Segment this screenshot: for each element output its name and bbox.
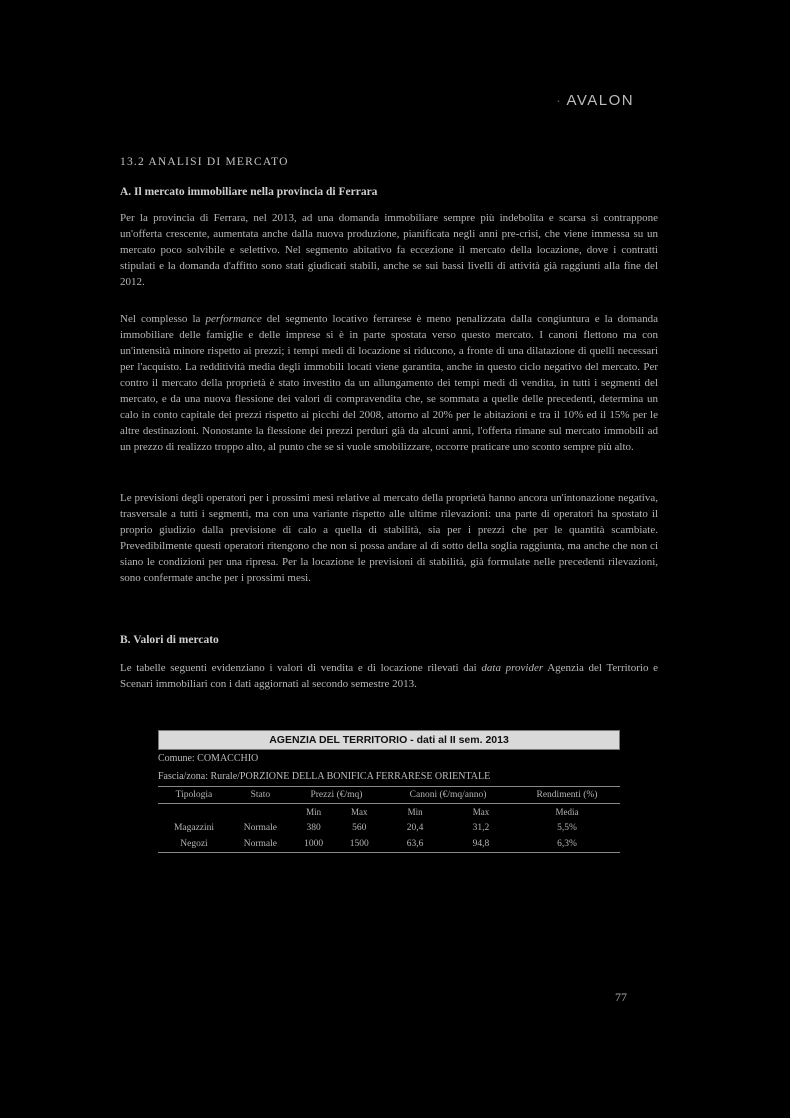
cell-canoni-max: 31,2 [472,823,490,833]
subheader-canoni-min: Min [407,807,423,817]
cell-stato: Normale [230,836,291,853]
header-logo [556,92,634,109]
table-fascia: Fascia/zona: Rurale/PORZIONE DELLA BONIFICA FERRARESE ORIENTALE [158,771,491,782]
b-emphasis: data provider [481,662,544,674]
table-header-row [158,787,620,804]
b-text-end: Agenzia del Territorio e Scenari immobiliari con i dati aggiornati al secondo semestre 2013. [120,662,659,690]
b-text-start: Le tabelle seguenti evidenziano i valori di vendita e di locazione rilevati dai [120,662,482,674]
table-title: AGENZIA DEL TERRITORIO - dati al II sem. 2013 [158,730,620,750]
cell-tipologia: Negozi [158,836,230,853]
cell-rendimento: 5,5% [557,823,577,833]
header-rendimenti: Rendimenti (%) [514,787,620,804]
cell-prezzi-max: 560 [352,823,367,833]
header-prezzi: Prezzi (€/mq) [291,787,382,804]
subheader-prezzi-max: Max [351,807,368,817]
subheader-canoni-max: Max [472,807,490,817]
subheader-empty-2 [230,804,291,821]
cell-prezzi-min: 1000 [291,836,337,853]
table-comune: Comune: COMACCHIO [158,753,259,764]
cell-tipologia: Magazzini [173,823,215,833]
page-number: 77 [615,990,627,1004]
table-row [158,820,620,836]
p2-text-start: Nel complesso la [120,313,206,325]
part-a-paragraph-1: Per la provincia di Ferrara, nel 2013, ad una domanda immobiliare sempre più indebolita e scarsa si contrappone un'offerta crescente, aumentata anche dalla nuova produzione, pianificata negli anni pre-crisi, che viene immessa su un mercato poco solvibile e selettivo. Nel segmento abitativo fa eccezione il mercato della locazione, dove i contratti stipulati e la domanda d'affitto sono stati giudicati stabili, anche se sui bassi livelli di attività già raggiunti alla fine del 2012. [120,212,658,288]
p2-emphasis: performance [205,313,262,325]
table-subheader-row [158,804,620,821]
subheader-media: Media [555,807,579,817]
part-b-heading: B. Valori di mercato [120,634,219,646]
market-values-table [158,730,620,853]
p2-text-end: del segmento locativo ferrarese è meno penalizzata dalla congiuntura e la domanda immobiliare delle famiglie e delle imprese si è in parte spostata verso questo mercato. I canoni flettono ma con un'intensità minore rispetto ai prezzi; i tempi medi di locazione si riducono, a fronte di una dilatazione di quelli necessari per l'acquisto. La redditività media degli immobili locati viene garantita, anche in questo ciclo negativo del mercato. Per contro il mercato della proprietà è stato investito da un allungamento dei tempi medi di vendita, in tutti i segmenti del mercato, e da una nuova flessione dei valori di compravendita che, se sommata a quelle delle precedenti, determina un calo in conto capitale dei prezzi rispetto ai picchi del 2008, attorno al 20% per le abitazioni e tra il 10% ed il 15% per le altre destinazioni. Nonostante la flessione dei prezzi perduri già da alcuni anni, l'offerta rimane sul mercato immobili ad un prezzo di realizzo troppo alto, al punto che se si vuole smobilizzare, occorre praticare uno sconto sempre più alto. [120,313,658,453]
subheader-prezzi-min: Min [306,807,322,817]
part-a-heading: A. Il mercato immobiliare nella provincia di Ferrara [120,186,378,198]
cell-canoni-max: 94,8 [448,836,514,853]
cell-canoni-min: 63,6 [382,836,448,853]
header-stato: Stato [230,787,291,804]
section-title: 13.2 ANALISI DI MERCATO [120,156,289,168]
header-tipologia: Tipologia [158,787,230,804]
values-table [158,786,620,853]
part-b-paragraph-1 [120,660,658,692]
cell-rendimento: 6,3% [514,836,620,853]
cell-stato: Normale [243,823,277,833]
logo-text: AVALON [566,92,635,109]
cell-prezzi-max: 1500 [336,836,382,853]
header-canoni: Canoni (€/mq/anno) [382,787,514,804]
subheader-empty-1 [158,804,230,821]
part-a-paragraph-2 [120,311,658,455]
logo-mark-icon: · [556,92,563,109]
cell-prezzi-min: 380 [306,823,321,833]
cell-canoni-min: 20,4 [406,823,424,833]
part-a-paragraph-3: Le previsioni degli operatori per i prossimi mesi relative al mercato della proprietà hanno ancora un'intonazione negativa, trasversale a tutti i segmenti, ma con una variante rispetto alle ultime rilevazioni: una parte di operatori ha spostato il proprio giudizio dalla previsione di calo a quella di stabilità, sia per i prezzi che per le quantità scambiate. Prevedibilmente questi operatori ritengono che non si possa andare al di sotto della soglia raggiunta, ma anche che non ci siano le condizioni per una ripresa. Per la locazione le previsioni di stabilità, già formulate nelle precedenti rilevazioni, sono confermate anche per i prossimi mesi. [120,492,658,584]
table-row [158,836,620,853]
